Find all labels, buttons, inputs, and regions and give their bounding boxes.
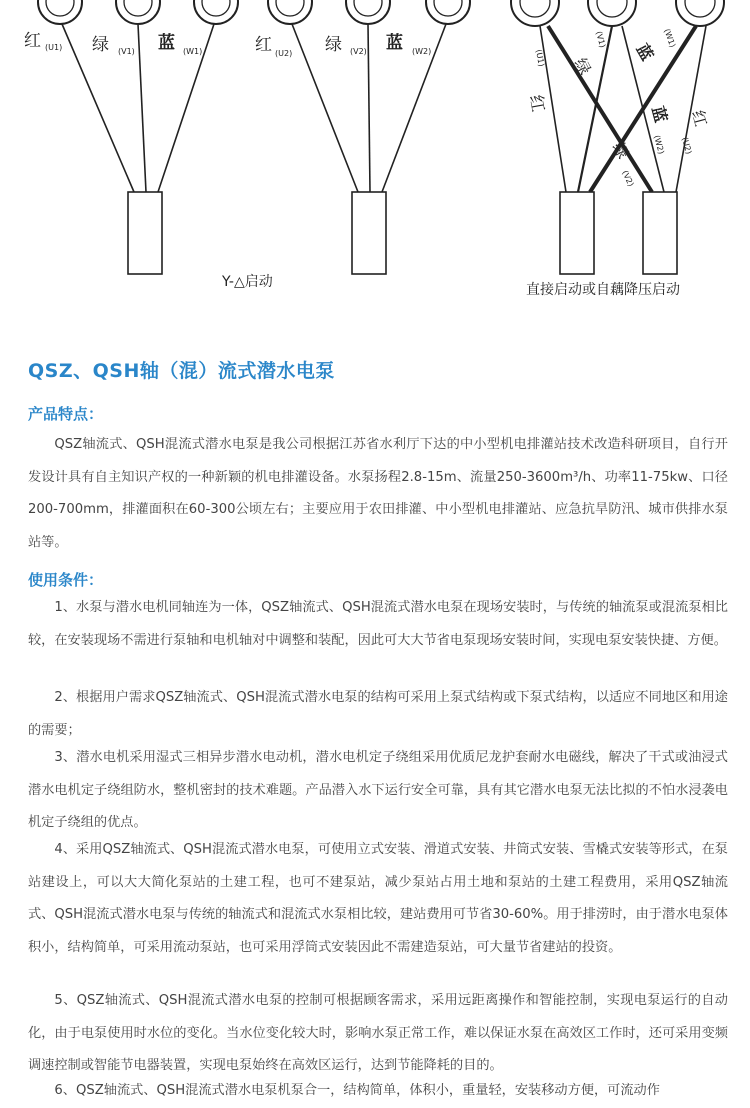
cable-group-2 bbox=[352, 192, 386, 274]
label-red-4: 红 bbox=[688, 108, 711, 129]
label-w2: (W2) bbox=[412, 47, 432, 56]
label-blue-1: 蓝 bbox=[158, 33, 175, 53]
terminal-group-1 bbox=[38, 0, 238, 24]
label-green-3: 绿 bbox=[570, 54, 595, 79]
label-v2-right: (V2) bbox=[620, 169, 636, 189]
label-w1: (W1) bbox=[183, 47, 203, 56]
label-u2: (U2) bbox=[275, 49, 293, 58]
condition-item-1: 1、水泵与潜水电机同轴连为一体，QSZ轴流式、QSH混流式潜水电泵在现场安装时，与传统的轴流泵或混流泵相比较，在安装现场不需进行泵轴和电机轴对中调整和装配，因此可大大节省电泵现场安装时间，实现电泵安装快捷、方便。 bbox=[28, 600, 728, 648]
label-green-2: 绿 bbox=[325, 35, 342, 55]
conditions-heading: 使用条件： bbox=[28, 571, 104, 589]
terminal-group-3 bbox=[511, 0, 724, 26]
condition-item-2: 2、根据用户需求QSZ轴流式、QSH混流式潜水电泵的结构可采用上泵式结构或下泵式结构，以适应不同地区和用途的需要； bbox=[28, 690, 728, 738]
label-u1: (U1) bbox=[45, 43, 63, 52]
caption-y-delta: Y-△启动 bbox=[222, 274, 273, 290]
label-green-4: 绿 bbox=[608, 138, 633, 163]
label-red-1: 红 bbox=[24, 31, 41, 51]
features-heading: 产品特点： bbox=[28, 405, 104, 423]
label-v2: (V2) bbox=[350, 47, 367, 56]
features-text: QSZ轴流式、QSH混流式潜水电泵是我公司根据江苏省水利厅下达的中小型机电排灌站技术改造科研项目，自行开发设计具有自主知识产权的一种新颖的机电排灌设备。水泵扬程2.8-15m、流量250-3600m³/h、功率11-75kw、口径200-700mm，排灌面积在60-300公顷左右；主要应用于农田排灌、中小型机电排灌站、应急抗旱防汛、城市供排水泵站等。 bbox=[28, 437, 728, 550]
label-v1: (V1) bbox=[118, 47, 135, 56]
terminal-group-2 bbox=[268, 0, 470, 24]
label-red-2: 红 bbox=[255, 35, 272, 55]
caption-direct-start: 直接启动或自藕降压启动 bbox=[526, 282, 680, 298]
page-title: QSZ、QSH轴（混）流式潜水电泵 bbox=[28, 360, 335, 382]
condition-item-3: 3、潜水电机采用湿式三相异步潜水电动机，潜水电机定子绕组采用优质尼龙护套耐水电磁线，解决了干式或油浸式潜水电机定子绕组防水，整机密封的技术难题。产品潜入水下运行安全可靠，具有其它潜水电泵无法比拟的不怕水浸袭电机定子绕组的优点。 bbox=[28, 750, 728, 830]
cable-group-1 bbox=[128, 192, 162, 274]
condition-item-5: 5、QSZ轴流式、QSH混流式潜水电泵的控制可根据顾客需求，采用远距离操作和智能控制，实现电泵运行的自动化，由于电泵使用时水位的变化。当水位变化较大时，影响水泵正常工作，难以保证水泵在高效区工作时，还可采用变频调速控制或智能节电器装置，实现电泵始终在高效区运行，达到节能降耗的目的。 bbox=[28, 993, 728, 1073]
label-blue-4: 蓝 bbox=[648, 104, 671, 125]
condition-item-4: 4、采用QSZ轴流式、QSH混流式潜水电泵，可使用立式安装、滑道式安装、井筒式安装、雪橇式安装等形式，在泵站建设上，可以大大简化泵站的土建工程，也可不建泵站，减少泵站占用土地和泵站的土建工程费用，采用QSZ轴流式、QSH混流式潜水电泵与传统的轴流式和混流式水泵相比较，建站费用可节省30-60%。用于排涝时，由于潜水电泵体积小，结构简单，可采用流动泵站，也可采用浮筒式安装因此不需建造泵站，可大量节省建站的投资。 bbox=[28, 842, 728, 955]
label-u1-right: (U1) bbox=[534, 48, 546, 68]
label-red-3: 红 bbox=[525, 93, 548, 114]
label-w1-right: (W1) bbox=[662, 27, 678, 49]
label-u2-right: (U2) bbox=[680, 136, 694, 156]
cable-group-3a bbox=[560, 192, 594, 274]
wiring-diagram bbox=[0, 0, 750, 340]
label-v1-right: (V1) bbox=[594, 30, 608, 49]
condition-item-6: 6、QSZ轴流式、QSH混流式潜水电泵机泵合一，结构简单，体积小，重量轻，安装移动方便，可流动作 bbox=[54, 1083, 660, 1098]
label-w2-right: (W2) bbox=[652, 134, 666, 156]
label-blue-2: 蓝 bbox=[386, 33, 403, 53]
label-green-1: 绿 bbox=[92, 35, 109, 55]
cable-group-3b bbox=[643, 192, 677, 274]
wires-group-3 bbox=[540, 26, 706, 192]
label-blue-3: 蓝 bbox=[632, 40, 657, 64]
